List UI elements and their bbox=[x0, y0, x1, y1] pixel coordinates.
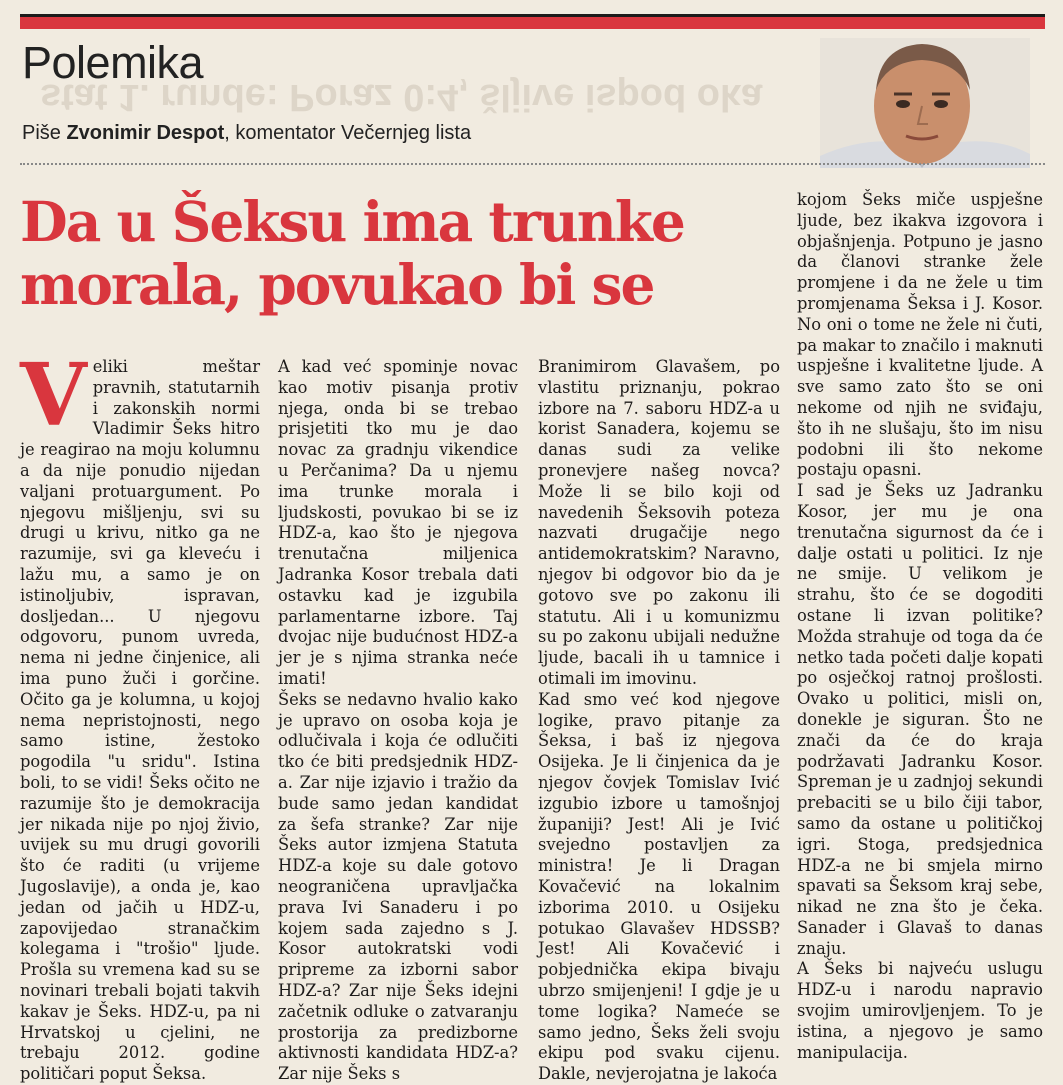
headline-line-1: Da u Šeksu ima trunke bbox=[20, 189, 684, 254]
drop-cap: V bbox=[20, 345, 87, 446]
byline-author: Zvonimir Despot bbox=[66, 122, 225, 144]
author-photo bbox=[820, 38, 1030, 168]
article-column-1 bbox=[20, 345, 260, 1085]
headline bbox=[20, 190, 780, 316]
paragraph: Veliki meštar pravnih, statutarnih i zakonskih normi Vladimir Šeks hitro je reagirao na moju kolumnu a da nije ponudio nijedan valjani protuargument. Po njegovu mišljenju, svi su drugi u krivu, nitko ga ne razumije, svi ga kleveću i lažu mu, a samo je on istinoljubiv, ispravan, dosljedan... U njegovu odgovoru, punom uvreda, nema ni jedne činjenice, ali ima puno žuči i gorčine. Očito ga je kolumna, u kojoj nema nepristojnosti, nego samo istine, žestoko pogodila "u sridu". Istina boli, to se vidi! Šeks očito ne razumije što je demokracija jer nikada nije po njoj živio, uvijek su mu drugi govorili što će raditi (u vrijeme Jugoslavije), a onda je, kao jedan od jačih u HDZ-u, zapovijedao stranačkim kolegama i "trošio" ljude. Prošla su vremena kad su se novinari trebali bojati takvih kakav je Šeks. HDZ-u, pa ni Hrvatskoj u cjelini, ne trebaju 2012. godine političari poput Šeksa. bbox=[20, 345, 260, 1084]
article-column-2 bbox=[278, 357, 518, 1085]
headline-line-2: morala, povukao bi se bbox=[20, 252, 654, 317]
article-column-4 bbox=[797, 190, 1043, 1063]
paragraph: kojom Šeks miče uspješne ljude, bez ikakva izgovora i objašnjenja. Potpuno je jasno da članovi stranke žele promjene i da ne žele u tim promjenama Šeksa i J. Kosor. No oni o tome ne žele ni čuti, pa makar to značilo i maknuti uspješne i kvalitetne ljude. A sve samo zato što se oni nekome od njih ne sviđaju, što ih ne slušaju, što im nisu podobni ili što nekome postaju opasni. bbox=[797, 190, 1043, 480]
dotted-divider bbox=[20, 163, 1045, 165]
paragraph: Šeks se nedavno hvalio kako je upravo on osoba koja je odlučivala i koja će odlučiti tko će biti predsjednik HDZ-a. Zar nije izjavio i tražio da bude samo jedan kandidat za šefa stranke? Zar nije Šeks autor izmjena Statuta HDZ-a koje su dale gotovo neograničena upravljačka prava Ivi Sanaderu i po kojem sada zajedno s J. Kosor autokratski vodi pripreme za izborni sabor HDZ-a? Zar nije Šeks idejni začetnik odluke o zatvaranju prostorija za predizborne aktivnosti kandidata HDZ-a? Zar nije Šeks s bbox=[278, 689, 518, 1084]
bleed-through-text: stat 1. runde: Poraz 0:4, šljive ispod oka bbox=[40, 76, 763, 118]
paragraph: I sad je Šeks uz Jadranku Kosor, jer mu je ona trenutačna sigurnost da će i dalje ostati u politici. Iz nje ne smije. U velikom je strahu, što će se dogoditi ostane li izvan politike? Možda strahuje od toga da će netko tada početi dalje kopati po osječkoj ratnoj prošlosti. Ovako u politici, misli on, donekle je siguran. Što ne znači da će do kraja podržavati Jadranku Kosor. Spreman je u zadnjoj sekundi prebaciti se u bilo čiji tabor, samo da ostane u političkoj igri. Stoga, predsjednica HDZ-a ne bi smjela mirno spavati sa Šeksom kraj sebe, nikad ne zna što je čeka. Sanader i Glavaš to danas znaju. bbox=[797, 481, 1043, 958]
paragraph: A Šeks bi najveću uslugu HDZ-u i narodu napravio svojim umirovljenjem. To je istina, a njegovo je samo manipulacija. bbox=[797, 959, 1043, 1062]
paragraph: A kad već spominje novac kao motiv pisanja protiv njega, onda bi se trebao prisjetiti tko mu je dao novac za gradnju vikendice u Perčanima? Da u njemu ima trunke morala i ljudskosti, povukao bi se iz HDZ-a, kao što je njegova trenutačna miljenica Jadranka Kosor trebala dati ostavku kad je izgubila parlamentarne izbore. Taj dvojac nije budućnost HDZ-a jer je s njima stranka neće imati! bbox=[278, 357, 518, 688]
top-red-rule bbox=[20, 14, 1045, 29]
byline bbox=[22, 120, 471, 146]
paragraph: Branimirom Glavašem, po vlastitu priznanju, pokrao izbore na 7. saboru HDZ-a u korist Sanadera, kojemu se danas sudi za velike pronevjere našeg novca? Može li se bilo koji od navedenih Šeksovih poteza nazvati drugačije nego antidemokratskim? Naravno, njegov bi odgovor bio da je gotovo sve po zakonu ili statutu. Ali i u komunizmu su po zakonu ubijali nedužne ljude, bacali ih u tamnice i otimali im imovinu. bbox=[538, 357, 780, 688]
paragraph: Kad smo već kod njegove logike, pravo pitanje za Šeksa, i baš iz njegova Osijeka. Je li činjenica da je njegov čovjek Tomislav Ivić izgubio izbore u tamošnjoj županiji? Jest! Ali je Ivić svejedno postavljen za ministra! Je li Dragan Kovačević na lokalnim izborima 2010. u Osijeku potukao Glavašev HDSSB? Jest! Ali Kovačević i pobjednička ekipa bivaju ubrzo smijenjeni! I gdje je u tome logika? Nameće se samo jedno, Šeks želi svoju ekipu pod svaku cijenu. Dakle, nevjerojatna je lakoća bbox=[538, 689, 780, 1084]
byline-prefix: Piše bbox=[22, 122, 67, 144]
byline-suffix: , komentator Večernjeg lista bbox=[224, 122, 472, 144]
section-rubric: Polemika bbox=[22, 37, 204, 88]
article-column-3 bbox=[538, 357, 780, 1085]
